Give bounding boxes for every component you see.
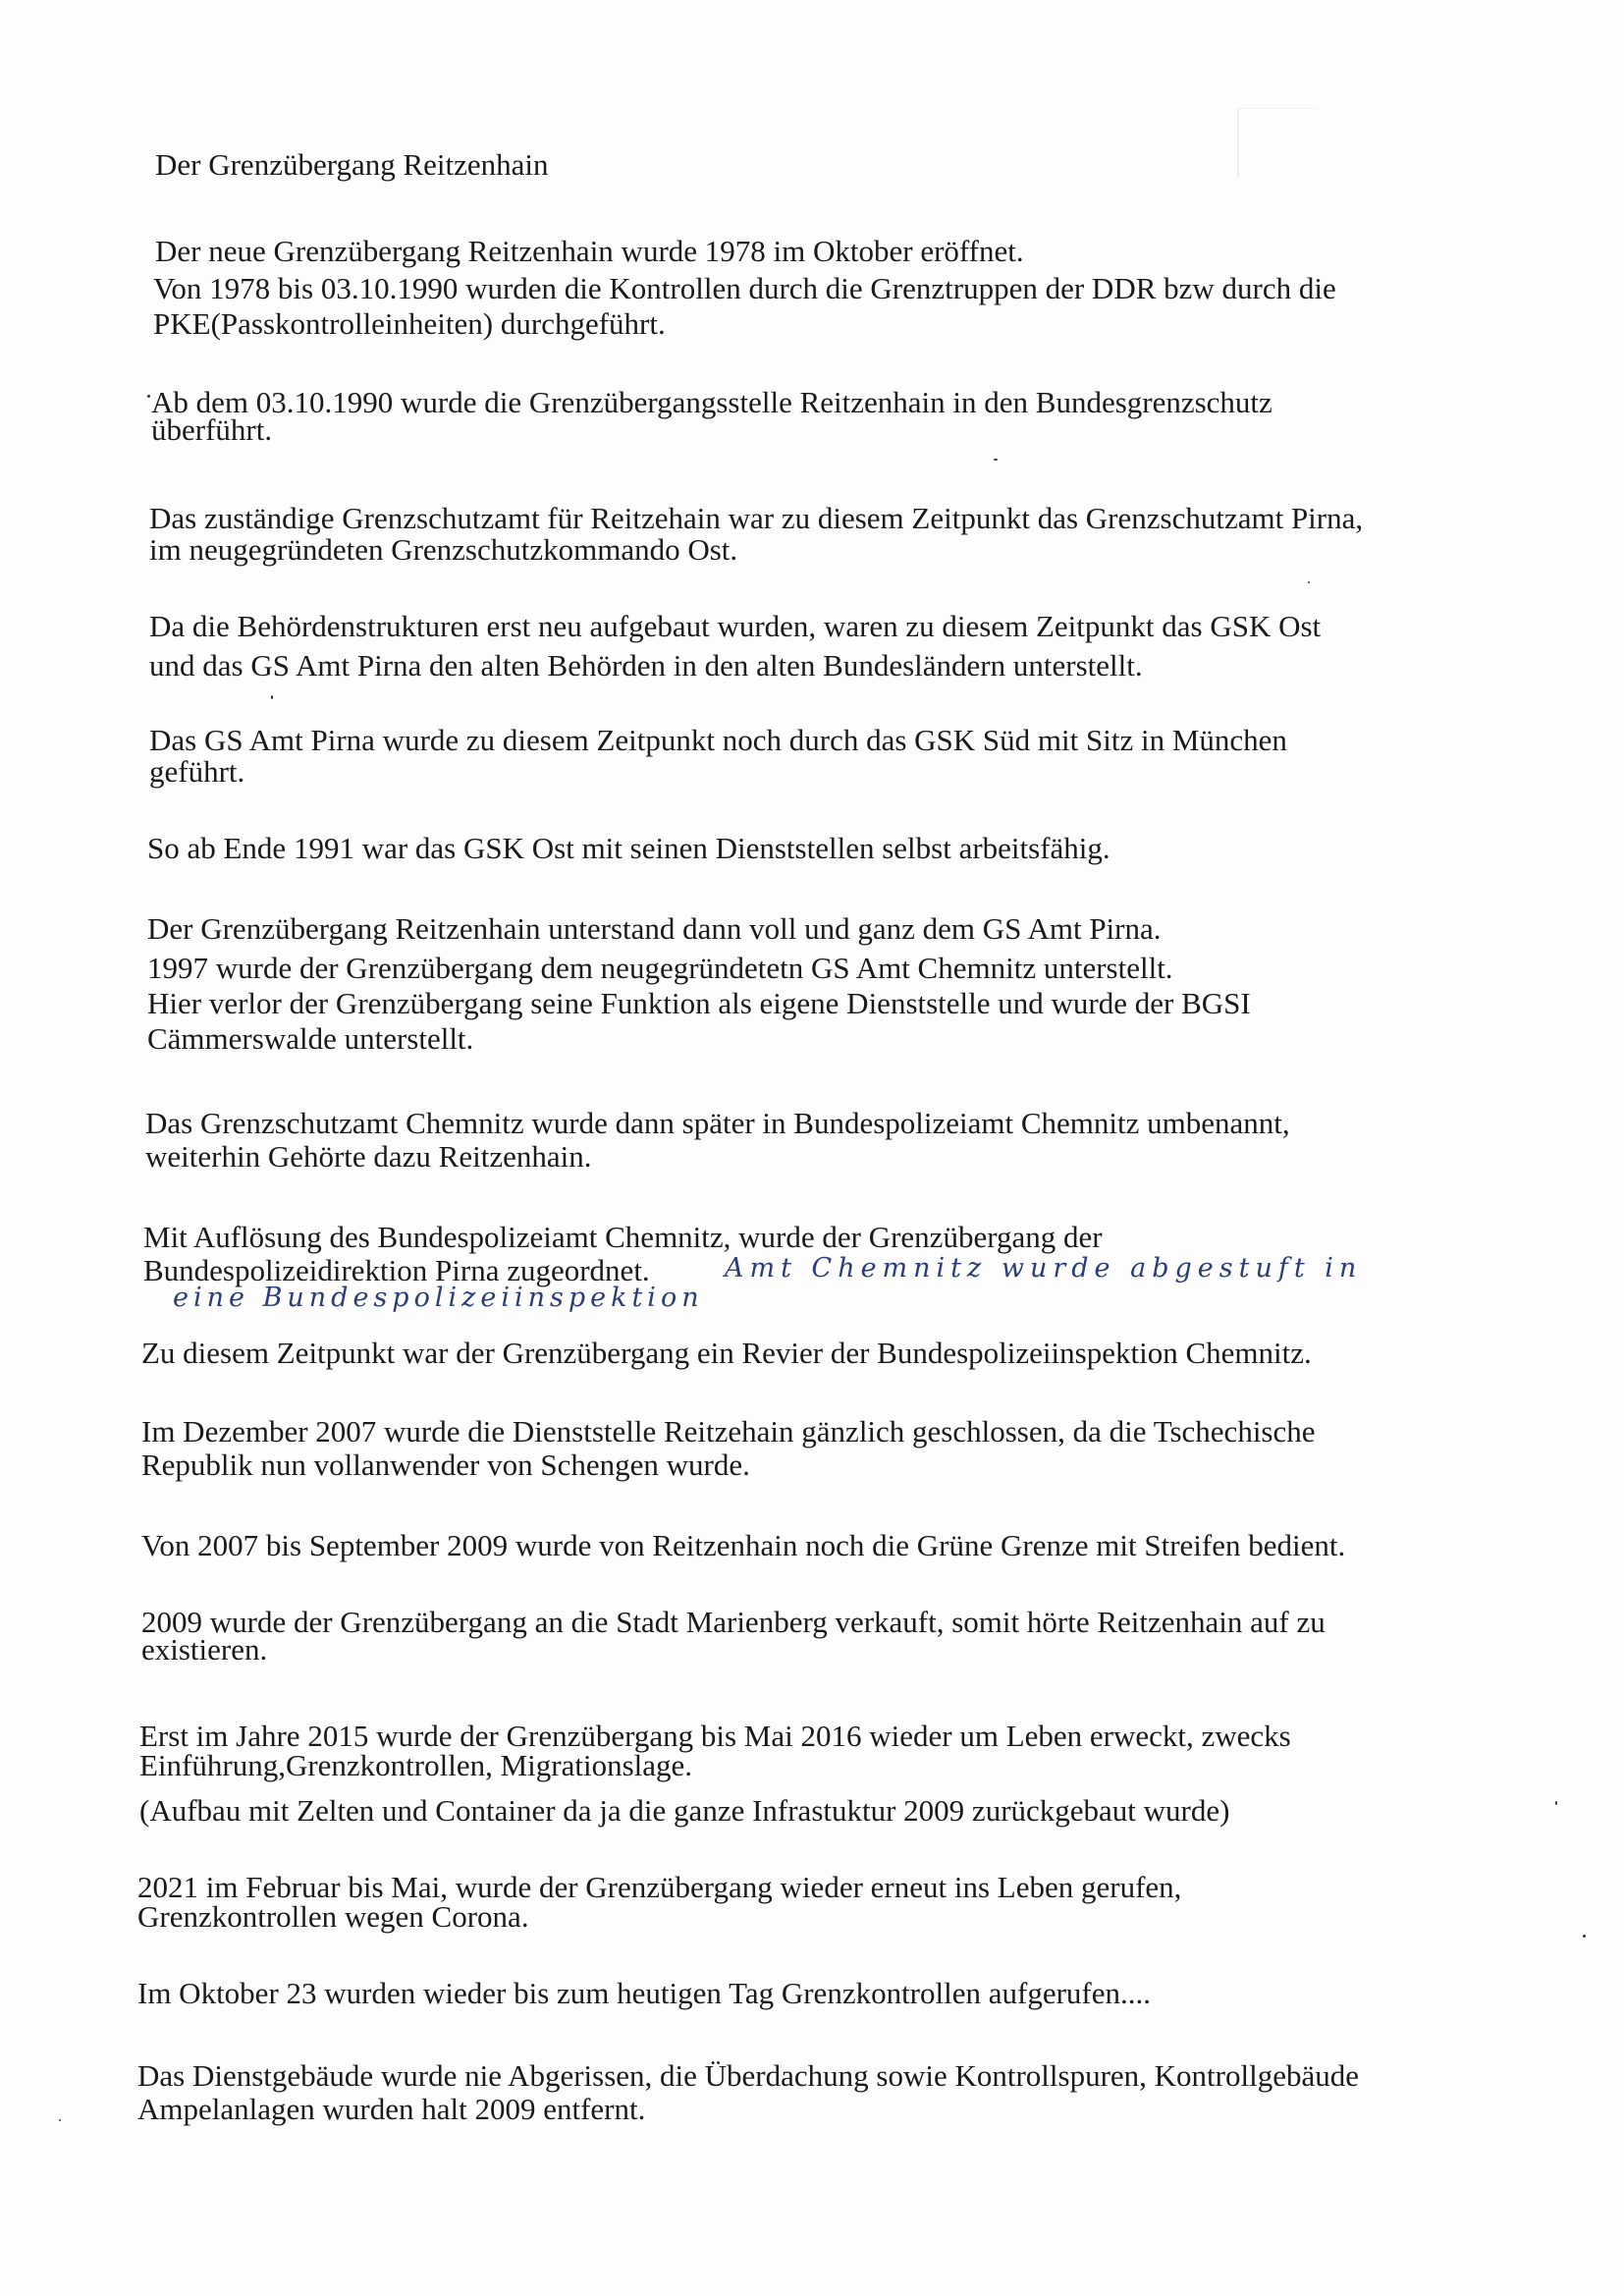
handwritten-note-line-2: eine Bundespolizeiinspektion [173, 1283, 704, 1313]
text-line: Zu diesem Zeitpunkt war der Grenzübergang ein Revier der Bundespolizeiinspektion Chemnitz. [141, 1336, 1312, 1370]
scan-speck [1583, 1935, 1586, 1938]
handwritten-note-line-1: Amt Chemnitz wurde abgestuft in [725, 1253, 1363, 1284]
scan-speck [994, 459, 998, 461]
text-line: überführt. [151, 412, 273, 447]
text-line: Im Dezember 2007 wurde die Dienststelle Reitzehain gänzlich geschlossen, da die Tschechische [141, 1414, 1316, 1449]
text-line: Ampelanlagen wurden halt 2009 entfernt. [137, 2092, 646, 2126]
scan-speck [1308, 581, 1310, 583]
text-line: Da die Behördenstrukturen erst neu aufgebaut wurden, waren zu diesem Zeitpunkt das GSK Ost [149, 609, 1322, 643]
text-line: Hier verlor der Grenzübergang seine Funktion als eigene Dienststelle und wurde der BGSI [147, 986, 1251, 1020]
text-line: Bundespolizeidirektion Pirna zugeordnet. [143, 1253, 650, 1287]
text-line: Der Grenzübergang Reitzenhain unterstand dann voll und ganz dem GS Amt Pirna. [147, 911, 1162, 946]
text-line: Erst im Jahre 2015 wurde der Grenzübergang bis Mai 2016 wieder um Leben erweckt, zwecks [139, 1719, 1291, 1753]
text-line: im neugegründeten Grenzschutzkommando Ost. [149, 532, 738, 567]
scan-speck [147, 395, 150, 398]
text-line: Im Oktober 23 wurden wieder bis zum heutigen Tag Grenzkontrollen aufgerufen.... [137, 1976, 1151, 2010]
text-line: und das GS Amt Pirna den alten Behörden in den alten Bundesländern unterstellt. [149, 648, 1143, 683]
text-line: Von 2007 bis September 2009 wurde von Reitzenhain noch die Grüne Grenze mit Streifen bedient. [141, 1528, 1346, 1562]
document-title: Der Grenzübergang Reitzenhain [155, 147, 549, 182]
scan-speck [1555, 1801, 1557, 1805]
scan-artifact [1237, 108, 1318, 178]
scan-speck [59, 2119, 61, 2121]
text-line: Mit Auflösung des Bundespolizeiamt Chemnitz, wurde der Grenzübergang der [143, 1220, 1103, 1254]
text-line: Das Dienstgebäude wurde nie Abgerissen, die Überdachung sowie Kontrollspuren, Kontrollgebäude [137, 2058, 1359, 2093]
text-line: Von 1978 bis 03.10.1990 wurden die Kontrollen durch die Grenztruppen der DDR bzw durch die [153, 271, 1336, 305]
text-line: PKE(Passkontrolleinheiten) durchgeführt. [153, 306, 666, 341]
text-line: 2021 im Februar bis Mai, wurde der Grenzübergang wieder erneut ins Leben gerufen, [137, 1870, 1182, 1904]
text-line: 1997 wurde der Grenzübergang dem neugegründetetn GS Amt Chemnitz unterstellt. [147, 951, 1173, 985]
text-line: So ab Ende 1991 war das GSK Ost mit seinen Dienststellen selbst arbeitsfähig. [147, 831, 1110, 865]
text-line: weiterhin Gehörte dazu Reitzenhain. [145, 1139, 592, 1174]
text-line: Das zuständige Grenzschutzamt für Reitzehain war zu diesem Zeitpunkt das Grenzschutzamt Pirna, [149, 501, 1364, 535]
scan-speck [271, 695, 273, 699]
text-line: existieren. [141, 1632, 268, 1667]
text-line: Das Grenzschutzamt Chemnitz wurde dann später in Bundespolizeiamt Chemnitz umbenannt, [145, 1106, 1290, 1140]
text-line: (Aufbau mit Zelten und Container da ja die ganze Infrastuktur 2009 zurückgebaut wurde) [139, 1793, 1230, 1828]
text-line: 2009 wurde der Grenzübergang an die Stadt Marienberg verkauft, somit hörte Reitzenhain auf zu [141, 1605, 1326, 1639]
text-line: Der neue Grenzübergang Reitzenhain wurde 1978 im Oktober eröffnet. [155, 234, 1024, 268]
text-line: Cämmerswalde unterstellt. [147, 1021, 474, 1056]
text-line: Grenzkontrollen wegen Corona. [137, 1899, 529, 1934]
text-line: Republik nun vollanwender von Schengen wurde. [141, 1448, 750, 1482]
text-line: Ab dem 03.10.1990 wurde die Grenzübergangsstelle Reitzenhain in den Bundesgrenzschutz [151, 385, 1272, 419]
text-line: Das GS Amt Pirna wurde zu diesem Zeitpunkt noch durch das GSK Süd mit Sitz in München [149, 723, 1287, 757]
text-line: Einführung,Grenzkontrollen, Migrationslage. [139, 1748, 693, 1782]
text-line: geführt. [149, 754, 245, 789]
